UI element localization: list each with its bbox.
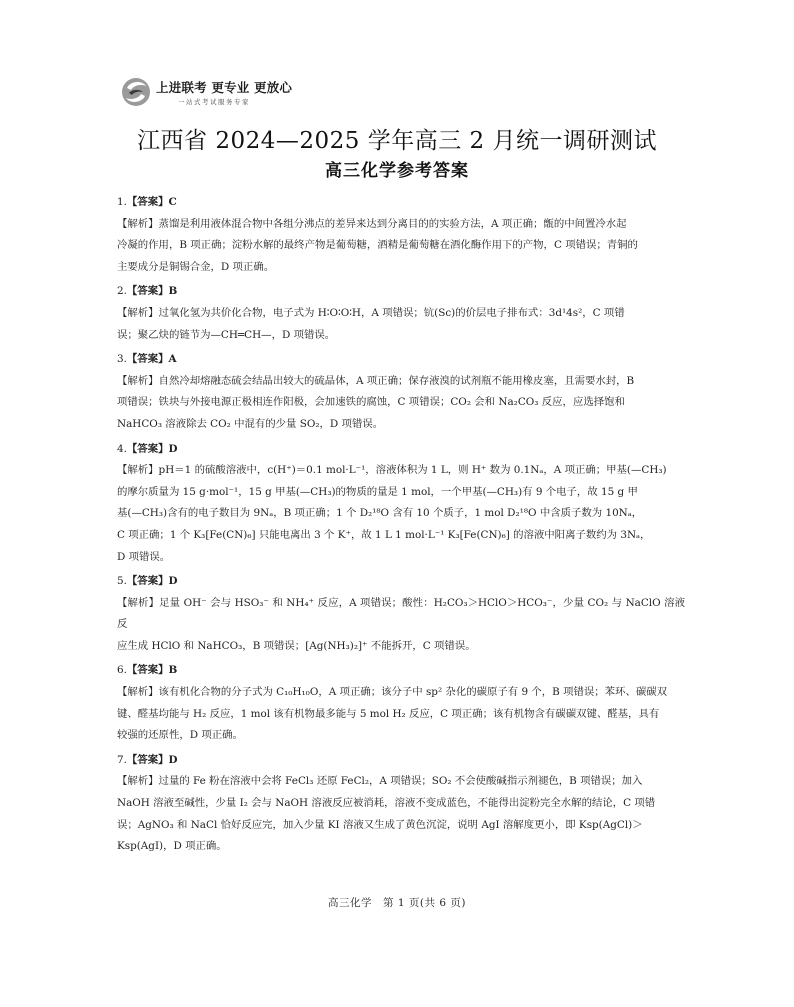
explanation-line: 项错误；铁块与外接电源正极相连作阳极，会加速铁的腐蚀，C 项错误；CO₂ 会和 Na₂CO₃ 反应，应选择饱和 xyxy=(117,396,625,409)
explanation xyxy=(117,371,685,436)
explanation-line: 冷凝的作用，B 项正确；淀粉水解的最终产物是葡萄糖，酒精是葡萄糖在酒化酶作用下的产物，C 项错误；青铜的 xyxy=(117,239,638,252)
explanation-line: 【解析】过量的 Fe 粉在溶液中会将 FeCl₃ 还原 FeCl₂，A 项错误；SO₂ 不会使酸碱指示剂褪色，B 项错误；加入 xyxy=(117,775,643,788)
question-number: 1. xyxy=(117,196,127,208)
answer-label: 【答案】D xyxy=(126,753,178,766)
question-7 xyxy=(117,750,685,858)
explanation-line: 的摩尔质量为 15 g·mol⁻¹，15 g 甲基(—CH₃)的物质的量是 1 mol，一个甲基(—CH₃)有 9 个电子，故 15 g 甲 xyxy=(117,485,638,498)
explanation-line: 【解析】pH＝1 的硫酸溶液中，c(H⁺)＝0.1 mol·L⁻¹，溶液体积为 1 L，则 H⁺ 数为 0.1Nₐ，A 项正确；甲基(—CH₃) xyxy=(117,464,667,477)
explanation-line: 【解析】自然冷却熔融态硫会结晶出较大的硫晶体，A 项正确；保存液溴的试剂瓶不能用橡皮塞，且需要水封，B xyxy=(117,374,635,387)
answer-label: 【答案】B xyxy=(126,664,178,677)
explanation xyxy=(117,682,685,747)
page-footer: 高三化学 第 1 页(共 6 页) xyxy=(328,897,466,909)
explanation-line: 误；聚乙炔的链节为—CH═CH—，D 项错误。 xyxy=(117,328,336,341)
question-6 xyxy=(117,660,685,746)
explanation-line: D 项错误。 xyxy=(117,550,171,563)
question-number: 6. xyxy=(117,664,127,677)
question-1 xyxy=(117,192,685,278)
explanation-line: 误；AgNO₃ 和 NaCl 恰好反应完，加入少量 KI 溶液又生成了黄色沉淀，说明 AgI 溶解度更小，即 Ksp(AgCl)＞ xyxy=(117,818,643,831)
answer-label: 【答案】D xyxy=(126,575,178,588)
explanation xyxy=(117,303,685,346)
question-number: 2. xyxy=(117,285,127,298)
explanation xyxy=(117,593,685,658)
explanation-line: C 项正确；1 个 K₃[Fe(CN)₆] 只能电离出 3 个 K⁺，故 1 L 1 mol·L⁻¹ K₃[Fe(CN)₆] 的溶液中阳离子数约为 3Nₐ， xyxy=(117,528,651,541)
explanation-line: 【解析】蒸馏是利用液体混合物中各组分沸点的差异来达到分离目的的实验方法，A 项正确；甑的中间置冷水起 xyxy=(117,217,627,230)
answer-label: 【答案】A xyxy=(126,353,177,366)
explanation xyxy=(117,771,685,857)
explanation-line: 较强的还原性，D 项正确。 xyxy=(117,729,243,742)
explanation-line: 应生成 HClO 和 NaHCO₃，B 项错误；[Ag(NH₃)₂]⁺ 不能拆开，C 项错误。 xyxy=(117,639,476,652)
explanation-line: 【解析】该有机化合物的分子式为 C₁₀H₁₀O，A 项正确；该分子中 sp² 杂化的碳原子有 9 个，B 项错误；苯环、碳碳双 xyxy=(117,686,668,699)
explanation-line: 【解析】过氧化氢为共价化合物，电子式为 H∶O∶O∶H，A 项错误；钪(Sc)的价层电子排布式：3d¹4s²，C 项错 xyxy=(117,306,625,319)
question-3 xyxy=(117,349,685,435)
question-2 xyxy=(117,281,685,346)
question-number: 3. xyxy=(117,353,127,366)
question-5 xyxy=(117,571,685,657)
answer-label: 【答案】B xyxy=(126,285,178,298)
explanation-line: 【解析】足量 OH⁻ 会与 HSO₃⁻ 和 NH₄⁺ 反应，A 项错误；酸性：H₂CO₃＞HClO＞HCO₃⁻，少量 CO₂ 与 NaClO 溶液反 xyxy=(117,596,685,631)
explanation-line: NaOH 溶液至碱性，少量 I₂ 会与 NaOH 溶液反应被消耗，溶液不变成蓝色，不能得出淀粉完全水解的结论，C 项错 xyxy=(117,797,656,810)
answer-label: 【答案】D xyxy=(126,442,178,455)
exam-subtitle: 高三化学参考答案 xyxy=(325,161,469,181)
answer-list xyxy=(117,192,685,861)
question-number: 7. xyxy=(117,753,127,766)
explanation-line: Ksp(AgI)，D 项正确。 xyxy=(117,840,227,853)
brand-logo xyxy=(120,74,293,114)
answer-label: 【答案】C xyxy=(126,196,177,208)
brand-swirl-icon xyxy=(120,76,152,108)
explanation xyxy=(117,214,685,279)
explanation-line: NaHCO₃ 溶液除去 CO₂ 中混有的少量 SO₂，D 项错误。 xyxy=(117,417,384,430)
explanation-line: 键、醛基均能与 H₂ 反应，1 mol 该有机物最多能与 5 mol H₂ 反应，C 项正确；该有机物含有碳碳双键、醛基，具有 xyxy=(117,707,660,720)
exam-title: 江西省 2024—2025 学年高三 2 月统一调研测试 xyxy=(137,128,657,154)
question-4 xyxy=(117,439,685,569)
question-number: 4. xyxy=(117,442,127,455)
explanation xyxy=(117,460,685,568)
brand-sub-slogan: 一站式考试服务专家 xyxy=(178,98,250,106)
explanation-line: 主要成分是铜锡合金，D 项正确。 xyxy=(117,260,275,273)
explanation-line: 基(—CH₃)含有的电子数目为 9Nₐ，B 项正确；1 个 D₂¹⁸O 含有 10 个质子，1 mol D₂¹⁸O 中含质子数为 10Nₐ， xyxy=(117,507,643,520)
question-number: 5. xyxy=(117,575,127,588)
brand-slogan: 上进联考 更专业 更放心 xyxy=(156,80,293,95)
